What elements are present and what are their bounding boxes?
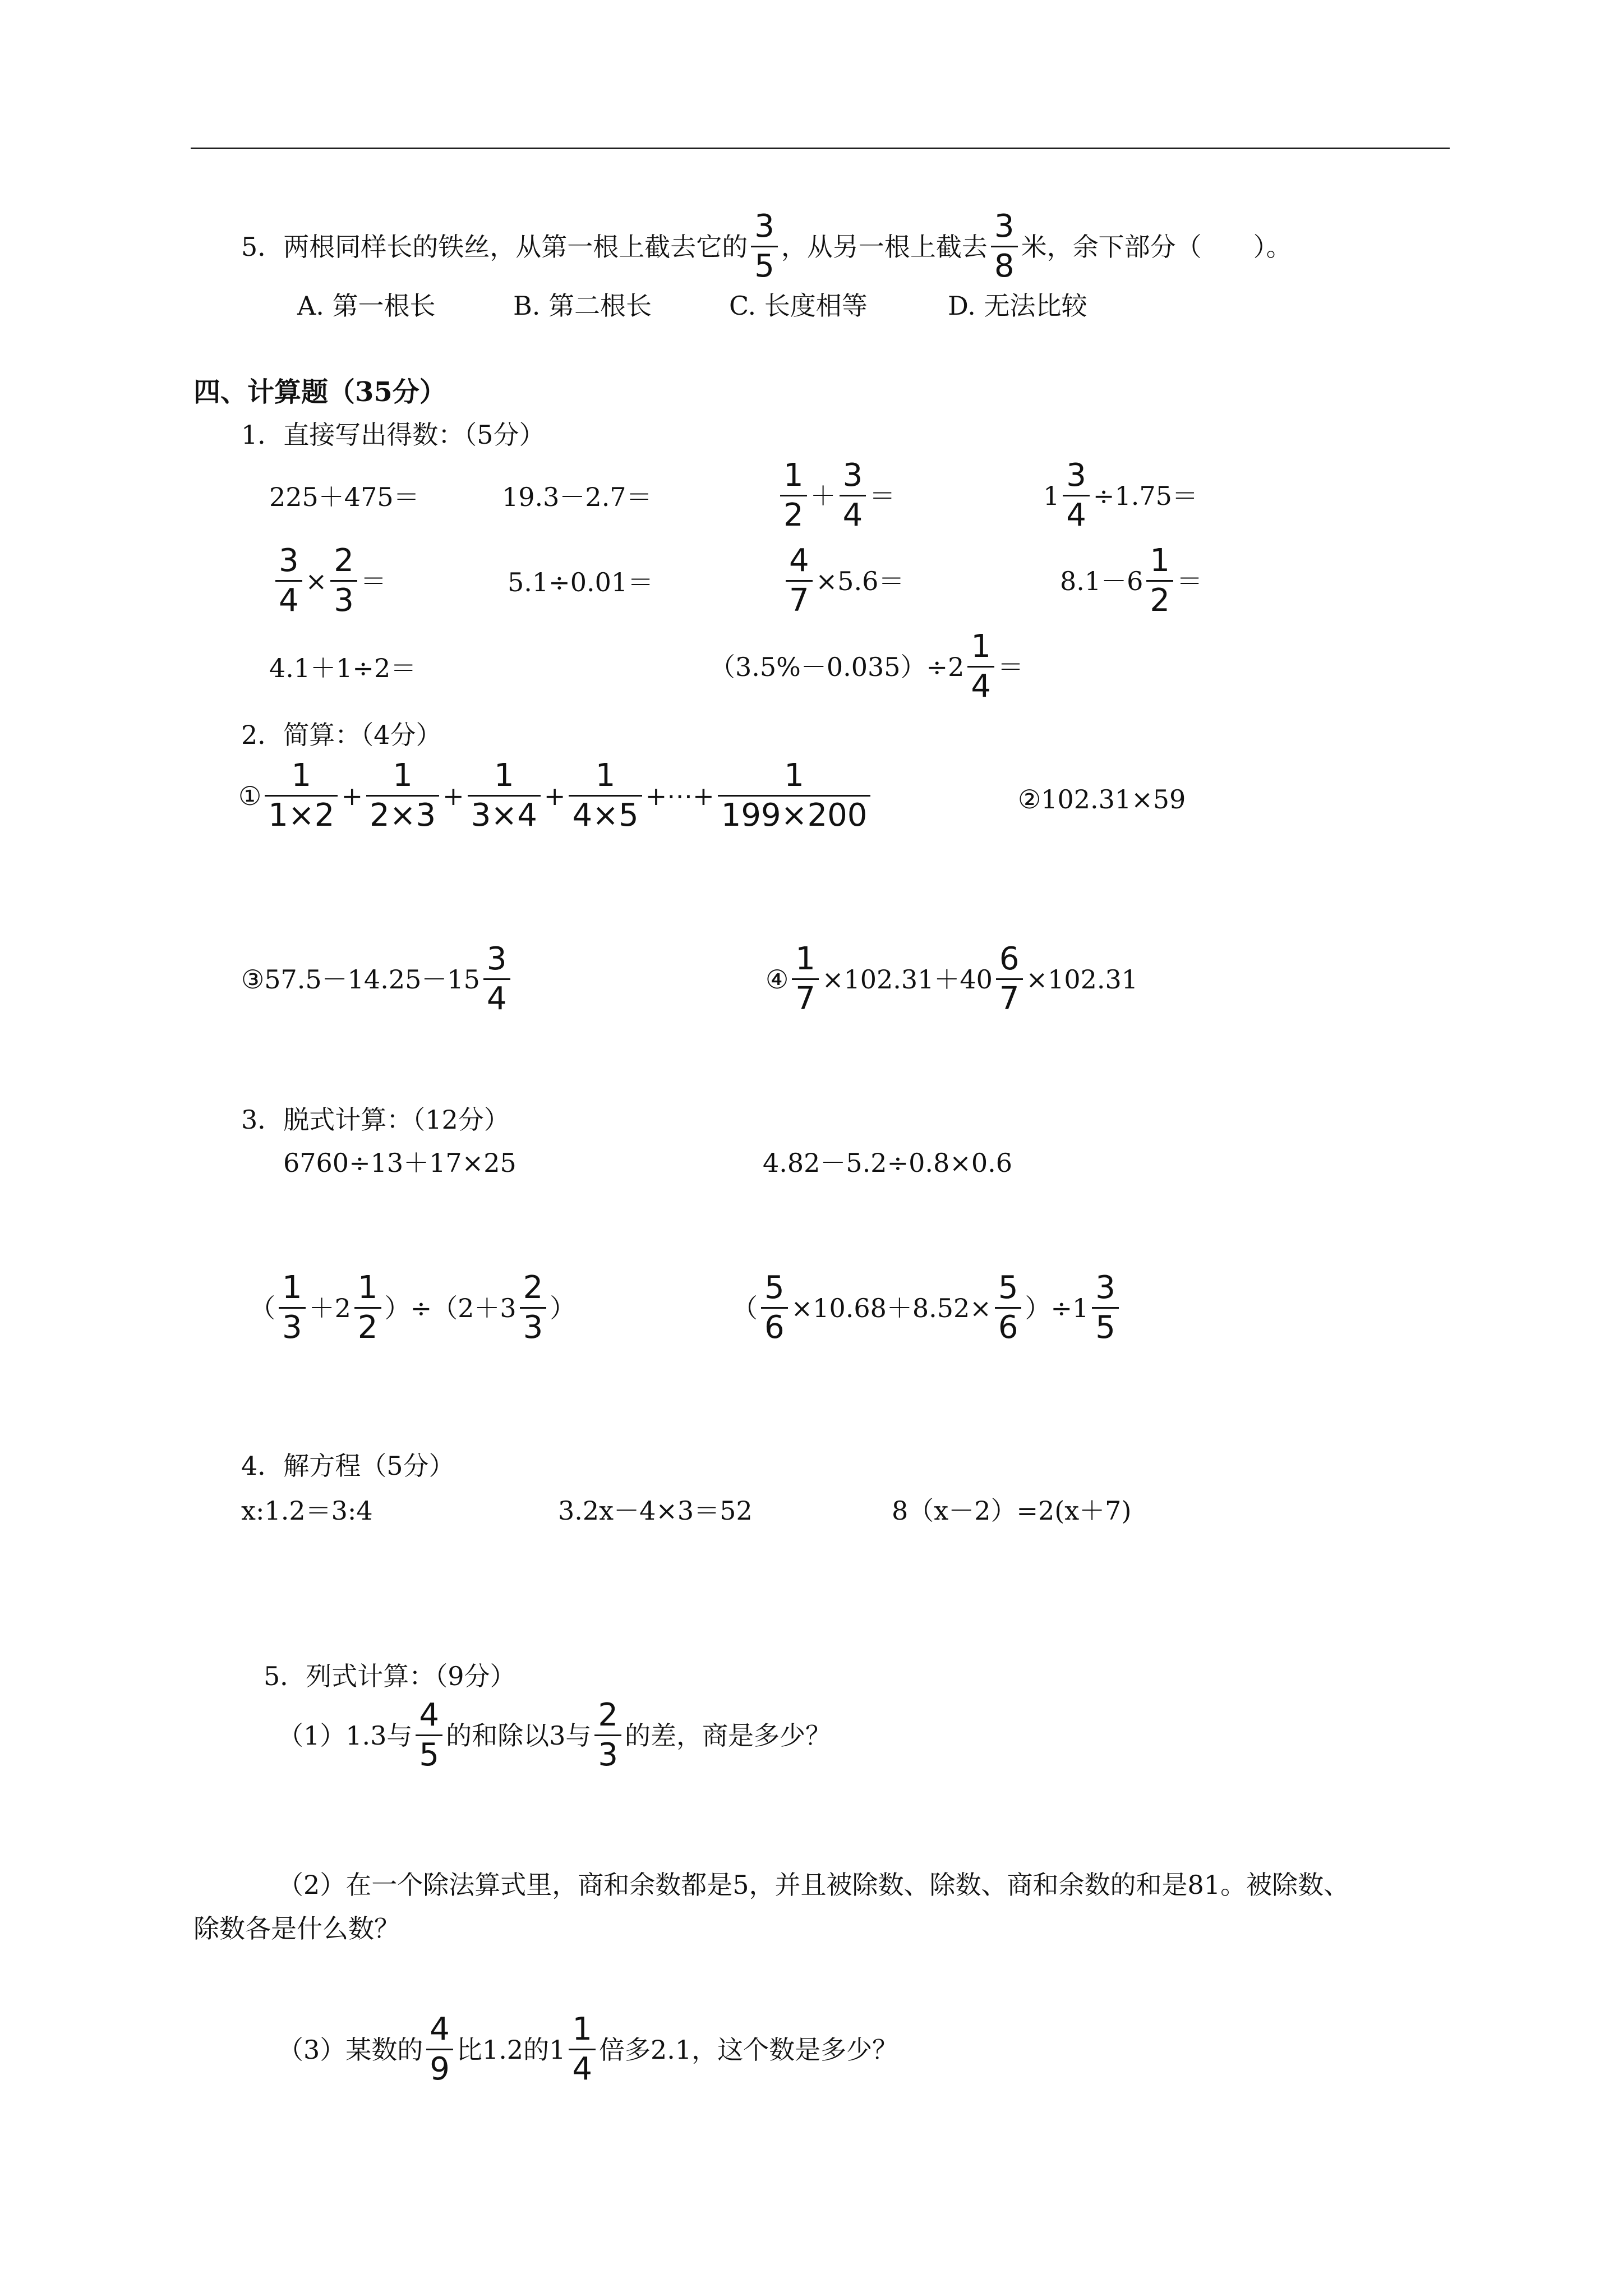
s1-r3c2: （3.5%－0.035）÷2 $\frac{1}{4}$ ＝	[709, 628, 1024, 705]
s2-problem-1: ① $\frac{1}{1\times 2}$ + $\frac{1}{2\times 3}$ + $\frac{1}{3\times 4}$ + $\frac{1}{4\times 5}$ +⋯+ $\frac{1}{199\times 200}$	[238, 760, 874, 831]
header-rule	[191, 148, 1450, 149]
q5-mid: ，从另一根上截去	[781, 231, 988, 262]
q5-suffix: 米，余下部分（ ）。	[1021, 231, 1292, 262]
s2-p1-term-2: $\frac{1}{2\times 3}$	[366, 760, 439, 831]
s3-expr-3: （ $\frac{1}{3}$ ＋2 $\frac{1}{2}$ ）÷（2＋3 $\frac{2}{3}$ ）	[250, 1269, 576, 1346]
s1-r1c4: 1 $\frac{3}{4}$ ÷1.75＝	[1043, 457, 1198, 533]
s1-r2c3: $\frac{4}{7}$ ×5.6＝	[782, 545, 904, 616]
q5-option-d: D. 无法比较	[948, 291, 1087, 321]
s2-problem-2: ②102.31×59	[1018, 784, 1186, 815]
s3-expr-1: 6760÷13＋17×25	[283, 1148, 517, 1178]
q5-prefix: 5．两根同样长的铁丝，从第一根上截去它的	[241, 231, 748, 262]
q5-fraction-1: $\frac{3}{5}$	[751, 211, 778, 282]
s2-title: 2．简算：（4分）	[241, 720, 442, 750]
s2-p1-term-last: $\frac{1}{199\times 200}$	[718, 760, 871, 831]
s3-title: 3．脱式计算：（12分）	[241, 1105, 510, 1135]
s1-r1c2: 19.3－2.7＝	[502, 482, 652, 512]
s4-title: 4．解方程（5分）	[241, 1451, 455, 1481]
q5-option-a: A. 第一根长	[297, 291, 436, 321]
s2-p1-term-3: $\frac{1}{3\times 4}$	[468, 760, 541, 831]
s1-r2c1: $\frac{3}{4}$ × $\frac{2}{3}$ ＝	[272, 545, 386, 616]
s2-problem-3: ③57.5－14.25－15 $\frac{3}{4}$	[241, 944, 514, 1015]
s2-p1-term-4: $\frac{1}{4\times 5}$	[569, 760, 642, 831]
s1-r3c1: 4.1＋1÷2＝	[269, 653, 417, 683]
s5-question-2-line-1: （2）在一个除法算式里，商和余数都是5，并且被除数、除数、商和余数的和是81。被除数、	[278, 1870, 1350, 1900]
q5-option-b: B. 第二根长	[513, 291, 652, 321]
q5-fraction-2: $\frac{3}{8}$	[991, 211, 1018, 282]
s5-question-1: （1）1.3与 $\frac{4}{5}$ 的和除以3与 $\frac{2}{3}$ 的差，商是多少？	[278, 1697, 831, 1773]
s3-expr-2: 4.82－5.2÷0.8×0.6	[763, 1148, 1012, 1178]
s2-problem-4: ④ $\frac{1}{7}$ ×102.31＋40 $\frac{6}{7}$ ×102.31	[766, 941, 1138, 1017]
s2-p1-term-1: $\frac{1}{1\times 2}$	[265, 760, 338, 831]
s4-equation-2: 3.2x－4×3＝52	[558, 1496, 753, 1526]
s1-r1c3: $\frac{1}{2}$ ＋ $\frac{3}{4}$ ＝	[777, 460, 895, 531]
s1-r2c2: 5.1÷0.01＝	[508, 567, 654, 597]
s3-expr-4: （ $\frac{5}{6}$ ×10.68＋8.52× $\frac{5}{6}$ ）÷1 $\frac{3}{5}$	[732, 1272, 1122, 1343]
s4-equation-3: 8（x－2）=2(x＋7)	[892, 1496, 1132, 1526]
s1-title: 1．直接写出得数：（5分）	[241, 420, 545, 450]
question-5	[241, 208, 1292, 284]
s1-r2c4: 8.1－6 $\frac{1}{2}$ ＝	[1060, 542, 1203, 619]
s4-equation-1: x:1.2＝3:4	[241, 1496, 373, 1526]
s5-title: 5．列式计算：（9分）	[264, 1661, 516, 1691]
s5-question-3: （3）某数的 $\frac{4}{9}$ 比1.2的1 $\frac{1}{4}$ 倍多2.1，这个数是多少？	[278, 2011, 898, 2087]
q5-option-c: C. 长度相等	[729, 291, 868, 321]
section-4-title: 四、计算题（35分）	[193, 376, 446, 408]
s5-question-2-line-2: 除数各是什么数？	[193, 1913, 400, 1944]
s1-r1c1: 225＋475＝	[269, 482, 419, 512]
